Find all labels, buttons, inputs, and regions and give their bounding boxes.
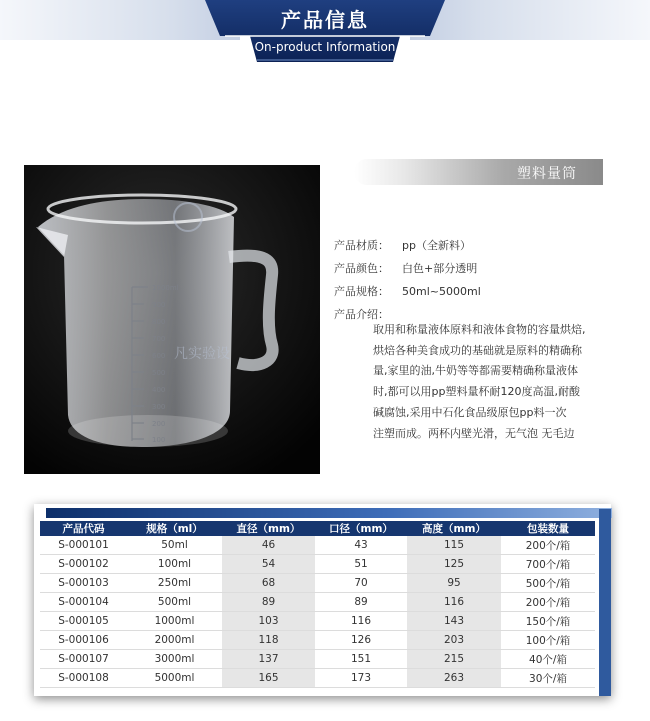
table-row: [40, 593, 595, 612]
panel-side-bar: [599, 509, 611, 696]
table-cell: 215: [407, 650, 501, 669]
column-header: 高度（mm）: [407, 521, 501, 536]
table-cell: 173: [315, 669, 407, 688]
banner-title: 产品信息: [281, 8, 369, 32]
table-cell: 46: [222, 536, 315, 555]
table-cell: 700个/箱: [501, 555, 595, 574]
table-cell: 51: [315, 555, 407, 574]
banner-left-ribbon: [0, 0, 240, 40]
table-cell: S-000103: [40, 574, 127, 593]
header-banner: [0, 0, 650, 62]
table-row: [40, 669, 595, 688]
table-row: [40, 555, 595, 574]
column-header: 口径（mm）: [315, 521, 407, 536]
table-cell: 165: [222, 669, 315, 688]
spec-row-material: [334, 238, 634, 261]
table-cell: 263: [407, 669, 501, 688]
scale-label: 500: [152, 369, 166, 377]
table-cell: 100个/箱: [501, 631, 595, 650]
table-cell: 115: [407, 536, 501, 555]
scale-label: 400: [152, 386, 166, 394]
spec-label: 产品颜色：: [334, 262, 389, 275]
table-row: [40, 612, 595, 631]
description-line: 注塑而成。两杯内壁光滑，无气泡 无毛边: [373, 426, 575, 440]
table-cell: 116: [315, 612, 407, 631]
scale-label: 1000ml: [152, 284, 179, 292]
spec-label: 产品介绍：: [334, 308, 389, 321]
table-cell: 2000ml: [127, 631, 222, 650]
table-cell: 200个/箱: [501, 593, 595, 612]
table-cell: 103: [222, 612, 315, 631]
table-cell: S-000107: [40, 650, 127, 669]
table-cell: 151: [315, 650, 407, 669]
table-cell: 116: [407, 593, 501, 612]
column-header: 产品代码: [40, 521, 127, 536]
spec-label: 产品材质：: [334, 239, 389, 252]
spec-value: 白色+部分透明: [402, 262, 478, 275]
table-cell: S-000106: [40, 631, 127, 650]
spec-value: pp（全新料）: [402, 239, 471, 252]
table-cell: 150个/箱: [501, 612, 595, 631]
table-cell: 100ml: [127, 555, 222, 574]
table-cell: 3000ml: [127, 650, 222, 669]
table-cell: 250ml: [127, 574, 222, 593]
table-cell: 70: [315, 574, 407, 593]
table-cell: 500个/箱: [501, 574, 595, 593]
table-row: [40, 631, 595, 650]
table-cell: S-000101: [40, 536, 127, 555]
table-cell: 68: [222, 574, 315, 593]
table-cell: S-000105: [40, 612, 127, 631]
table-cell: 43: [315, 536, 407, 555]
table-row: [40, 574, 595, 593]
table-cell: 203: [407, 631, 501, 650]
table-header-row: [40, 521, 595, 536]
description-line: 取用和称量液体原料和液体食物的容量烘焙,: [373, 323, 586, 336]
table-cell: 50ml: [127, 536, 222, 555]
table-cell: 89: [222, 593, 315, 612]
table-cell: 126: [315, 631, 407, 650]
spec-label: 产品规格：: [334, 285, 389, 298]
panel-top-strip: [46, 508, 612, 518]
beaker-illustration: [24, 165, 320, 474]
column-header: 包装数量: [501, 521, 595, 536]
table-cell: 118: [222, 631, 315, 650]
spec-row-size: [334, 284, 634, 307]
description-line: 时,都可以用pp塑料量杯耐120度高温,耐酸: [373, 385, 580, 399]
table-row: [40, 536, 595, 555]
product-name: 塑料量筒: [517, 166, 577, 182]
table-cell: S-000104: [40, 593, 127, 612]
scale-label: 700: [152, 335, 166, 343]
product-description: [373, 320, 613, 444]
spec-table: [40, 521, 595, 688]
scale-label: 800: [152, 318, 166, 326]
table-cell: 143: [407, 612, 501, 631]
table-cell: S-000102: [40, 555, 127, 574]
table-cell: 137: [222, 650, 315, 669]
scale-label: 200: [152, 420, 166, 428]
column-header: 规格（ml）: [127, 521, 222, 536]
description-line: 烘焙各种美食成功的基础就是原料的精确称: [373, 343, 582, 357]
scale-label: 100: [152, 436, 166, 444]
scale-label: 900: [152, 301, 166, 309]
table-cell: 500ml: [127, 593, 222, 612]
scale-label: 300: [152, 403, 166, 411]
scale-label: 600: [152, 352, 166, 360]
spec-value: 50ml~5000ml: [402, 285, 481, 298]
table-cell: 89: [315, 593, 407, 612]
product-photo: [24, 165, 320, 474]
table-cell: S-000108: [40, 669, 127, 688]
banner-subtitle: On-product Information: [254, 40, 396, 54]
table-cell: 40个/箱: [501, 650, 595, 669]
description-line: 碱腐蚀,采用中石化食品级原包pp料一次: [373, 405, 567, 419]
table-cell: 1000ml: [127, 612, 222, 631]
description-line: 量,家里的油,牛奶等等都需要精确称量液体: [373, 364, 578, 378]
banner-center: [205, 0, 445, 62]
banner-right-ribbon: [410, 0, 650, 40]
product-name-tab: [354, 159, 603, 185]
table-cell: 54: [222, 555, 315, 574]
product-specs: [334, 238, 634, 330]
table-cell: 125: [407, 555, 501, 574]
table-row: [40, 650, 595, 669]
table-cell: 200个/箱: [501, 536, 595, 555]
column-header: 直径（mm）: [222, 521, 315, 536]
table-cell: 5000ml: [127, 669, 222, 688]
table-cell: 95: [407, 574, 501, 593]
watermark-text: 凡实验设: [174, 346, 230, 362]
spec-row-color: [334, 261, 634, 284]
table-cell: 30个/箱: [501, 669, 595, 688]
